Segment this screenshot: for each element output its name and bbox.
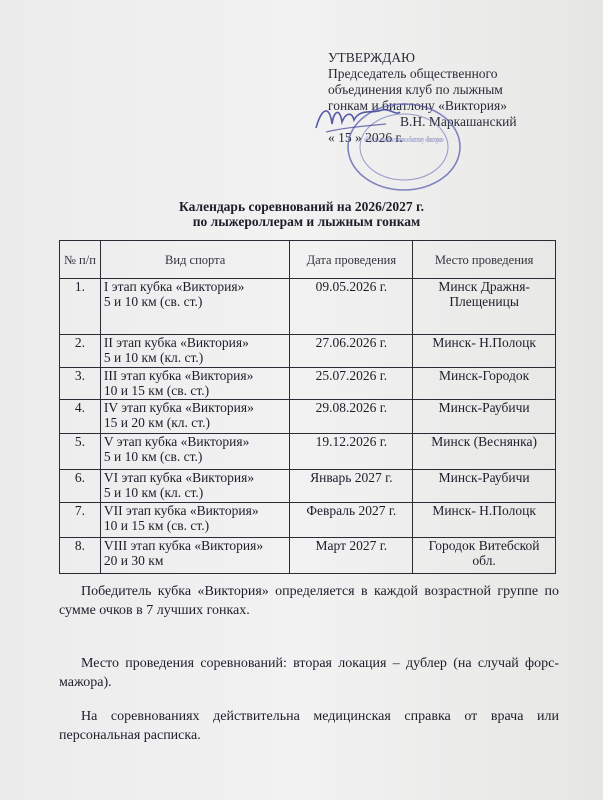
table-row [60,400,556,434]
stage-distance: 20 и 30 км [103,553,164,568]
header-number: № п/п [60,241,101,279]
approval-line-4: гонкам и биатлону «Виктория» [328,98,507,113]
stage-distance: 5 и 10 км (кл. ст.) [103,350,204,365]
stage-name: II этап кубка «Виктория» [103,335,249,350]
header-date: Дата проведения [290,241,413,279]
row-number: 6. [60,470,101,503]
stage-distance: 10 и 15 км (св. ст.) [103,383,210,398]
signature [312,98,402,140]
row-sport [100,279,290,335]
row-sport [100,538,290,574]
row-place: Минск- Н.Полоцк [413,503,556,538]
stage-name: I этап кубка «Виктория» [103,279,245,294]
title-line-2: по лыжероллерам и лыжным гонкам [192,214,421,229]
stage-name: VII этап кубка «Виктория» [103,503,259,518]
table-row [60,470,556,503]
stage-name: VI этап кубка «Виктория» [103,470,255,485]
table-row [60,335,556,368]
row-number: 7. [60,503,101,538]
stage-distance: 5 и 10 км (св. ст.) [103,294,203,309]
row-date: 09.05.2026 г. [290,279,413,335]
row-number: 3. [60,368,101,400]
row-number: 5. [60,434,101,470]
table-row [60,434,556,470]
paragraph-location: Место проведения соревнований: вторая локация – дублер (на случай форс-мажора). [59,656,559,690]
row-sport [100,335,290,368]
row-date: 19.12.2026 г. [290,434,413,470]
row-place: Минск (Веснянка) [413,434,556,470]
row-date: 27.06.2026 г. [290,335,413,368]
table-row [60,538,556,574]
header-place: Место проведения [413,241,556,279]
stage-distance: 5 и 10 км (кл. ст.) [103,485,204,500]
row-date: Март 2027 г. [290,538,413,574]
paragraph-medical: На соревнованиях действительна медицинская справка от врача или персональная расписка. [59,709,559,743]
row-place: Минск-Раубичи [413,470,556,503]
row-sport [100,470,290,503]
title-line-1: Календарь соревнований на 2026/2027 г. [179,199,424,214]
table-row [60,503,556,538]
table-header-row [60,241,556,279]
row-sport [100,434,290,470]
stage-name: V этап кубка «Виктория» [103,434,250,449]
row-number: 8. [60,538,101,574]
approval-line-3: объединения клуб по лыжным [328,82,503,97]
header-sport: Вид спорта [100,241,290,279]
row-sport [100,503,290,538]
row-place: Минск Дражня- Плещеницы [413,279,556,335]
stage-name: III этап кубка «Виктория» [103,368,254,383]
row-date: Январь 2027 г. [290,470,413,503]
stage-distance: 15 и 20 км (кл. ст.) [103,415,211,430]
row-date: 29.08.2026 г. [290,400,413,434]
stage-name: IV этап кубка «Виктория» [103,400,254,415]
document-title [0,199,603,229]
approval-heading: УТВЕРЖДАЮ [328,50,416,65]
row-place: Городок Витебской обл. [413,538,556,574]
approval-date: « 15 » 2026 г. [328,130,403,145]
row-date: 25.07.2026 г. [290,368,413,400]
row-date: Февраль 2027 г. [290,503,413,538]
row-number: 1. [60,279,101,335]
stage-name: VIII этап кубка «Виктория» [103,538,264,553]
row-number: 4. [60,400,101,434]
approver-name: В.Н. Маркашанский [400,114,517,129]
paragraph-winner: Победитель кубка «Виктория» определяется в каждой возрастной группе по сумме очков в 7 лучших гонках. [59,584,559,618]
stage-distance: 5 и 10 км (св. ст.) [103,449,203,464]
table-row [60,279,556,335]
approval-line-2: Председатель общественного [328,66,498,81]
row-sport [100,368,290,400]
stamp-text: «Клуб по лыжным гонкам и биатлону «Виктория» [364,135,444,144]
row-number: 2. [60,335,101,368]
row-sport [100,400,290,434]
row-place: Минск-Городок [413,368,556,400]
stage-distance: 10 и 15 км (св. ст.) [103,518,210,533]
competition-schedule-table [59,240,556,574]
table-row [60,368,556,400]
row-place: Минск- Н.Полоцк [413,335,556,368]
row-place: Минск-Раубичи [413,400,556,434]
